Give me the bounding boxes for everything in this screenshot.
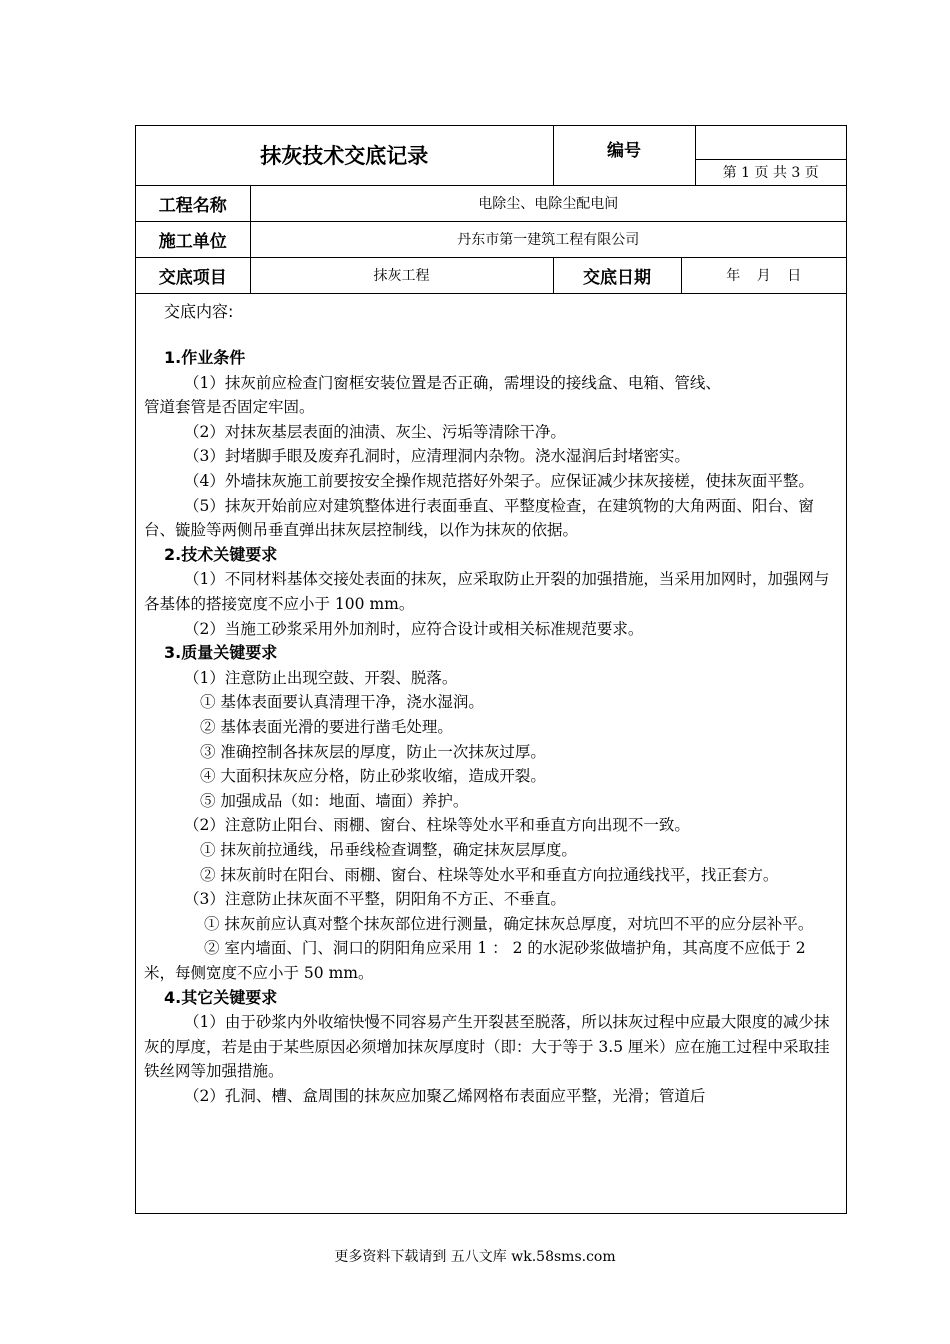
page-info: 第 1 页 共 3 页: [695, 159, 846, 185]
paragraph: （2）当施工砂浆采用外加剂时，应符合设计或相关标准规范要求。: [184, 619, 644, 638]
list-item: ② 基体表面光滑的要进行凿毛处理。: [200, 718, 453, 736]
list-item: ④ 大面积抹灰应分格，防止砂浆收缩，造成开裂。: [200, 767, 546, 786]
paragraph: （4）外墙抹灰施工前要按安全操作规范搭好外架子。应保证减少抹灰接槎，使抹灰面平整。: [184, 472, 814, 491]
number-value: [695, 126, 846, 159]
item-value: 抹灰工程: [250, 257, 553, 293]
list-item: ③ 准确控制各抹灰层的厚度，防止一次抹灰过厚。: [200, 742, 546, 761]
list-item: ① 抹灰前拉通线，吊垂线检查调整，确定抹灰层厚度。: [200, 840, 577, 859]
handover-content: [136, 294, 846, 1109]
paragraph: （1）由于砂浆内外收缩快慢不同容易产生开裂甚至脱落，所以抹灰过程中应最大限度的减少抹灰的厚度，若是由于某些原因必须增加抹灰厚度时（即：大于等于 3.5 厘米）应在施工过程中采取挂铁丝网等加强措施。: [144, 1013, 830, 1081]
paragraph: （1）抹灰前应检查门窗框安装位置是否正确，需埋设的接线盒、电箱、管线、: [184, 373, 721, 392]
content-intro: 交底内容:: [164, 301, 234, 321]
project-name-value: 电除尘、电除尘配电间: [250, 185, 846, 221]
list-item: ② 室内墙面、门、洞口的阴阳角应采用 1 ： 2 的水泥砂浆做墙护角，其高度不应低于 2 米，每侧宽度不应小于 50 mm。: [144, 939, 806, 982]
section-title-4: 4.其它关键要求: [164, 987, 278, 1007]
date-value: 年 月 日: [681, 257, 846, 293]
paragraph: （2）注意防止阳台、雨棚、窗台、柱垛等处水平和垂直方向出现不一致。: [184, 816, 690, 835]
date-label: 交底日期: [553, 257, 681, 293]
section-title-3: 3.质量关键要求: [164, 643, 278, 663]
list-item: ⑤ 加强成品（如：地面、墙面）养护。: [200, 791, 469, 810]
paragraph: （1）不同材料基体交接处表面的抹灰，应采取防止开裂的加强措施，当采用加网时，加强网与各基体的搭接宽度不应小于 100 mm。: [144, 570, 830, 614]
item-label: 交底项目: [136, 257, 250, 293]
project-name-label: 工程名称: [136, 185, 250, 221]
contractor-label: 施工单位: [136, 221, 250, 257]
contractor-value: 丹东市第一建筑工程有限公司: [250, 221, 846, 257]
paragraph: （3）注意防止抹灰面不平整，阴阳角不方正、不垂直。: [184, 890, 566, 909]
paragraph: （1）注意防止出现空鼓、开裂、脱落。: [184, 668, 458, 687]
handover-form: [135, 125, 847, 1214]
paragraph: （2）对抹灰基层表面的油渍、灰尘、污垢等清除干净。: [184, 422, 566, 441]
form-header-table: [136, 126, 846, 294]
list-item: ① 基体表面要认真清理干净，浇水湿润。: [200, 693, 484, 712]
paragraph: （2）孔洞、槽、盒周围的抹灰应加聚乙烯网格布表面应平整，光滑；管道后: [184, 1086, 706, 1105]
number-label: 编号: [553, 126, 695, 185]
footer-link[interactable]: 更多资料下载请到 五八文库 wk.58sms.com: [334, 1249, 616, 1265]
section-title-1: 1.作业条件: [164, 348, 246, 368]
paragraph: （3）封堵脚手眼及废弃孔洞时，应清理洞内杂物。浇水湿润后封堵密实。: [184, 447, 690, 466]
paragraph: 管道套管是否固定牢固。: [144, 398, 315, 417]
list-item: ② 抹灰前时在阳台、雨棚、窗台、柱垛等处水平和垂直方向拉通线找平，找正套方。: [200, 865, 779, 884]
paragraph: （5）抹灰开始前应对建筑整体进行表面垂直、平整度检查，在建筑物的大角两面、阳台、窗台、镟脸等两侧吊垂直弹出抹灰层控制线，以作为抹灰的依据。: [144, 496, 814, 540]
section-title-2: 2.技术关键要求: [164, 544, 278, 564]
list-item: ① 抹灰前应认真对整个抹灰部位进行测量，确定抹灰总厚度，对坑凹不平的应分层补平。: [204, 914, 814, 933]
form-title: 抹灰技术交底记录: [136, 126, 553, 185]
